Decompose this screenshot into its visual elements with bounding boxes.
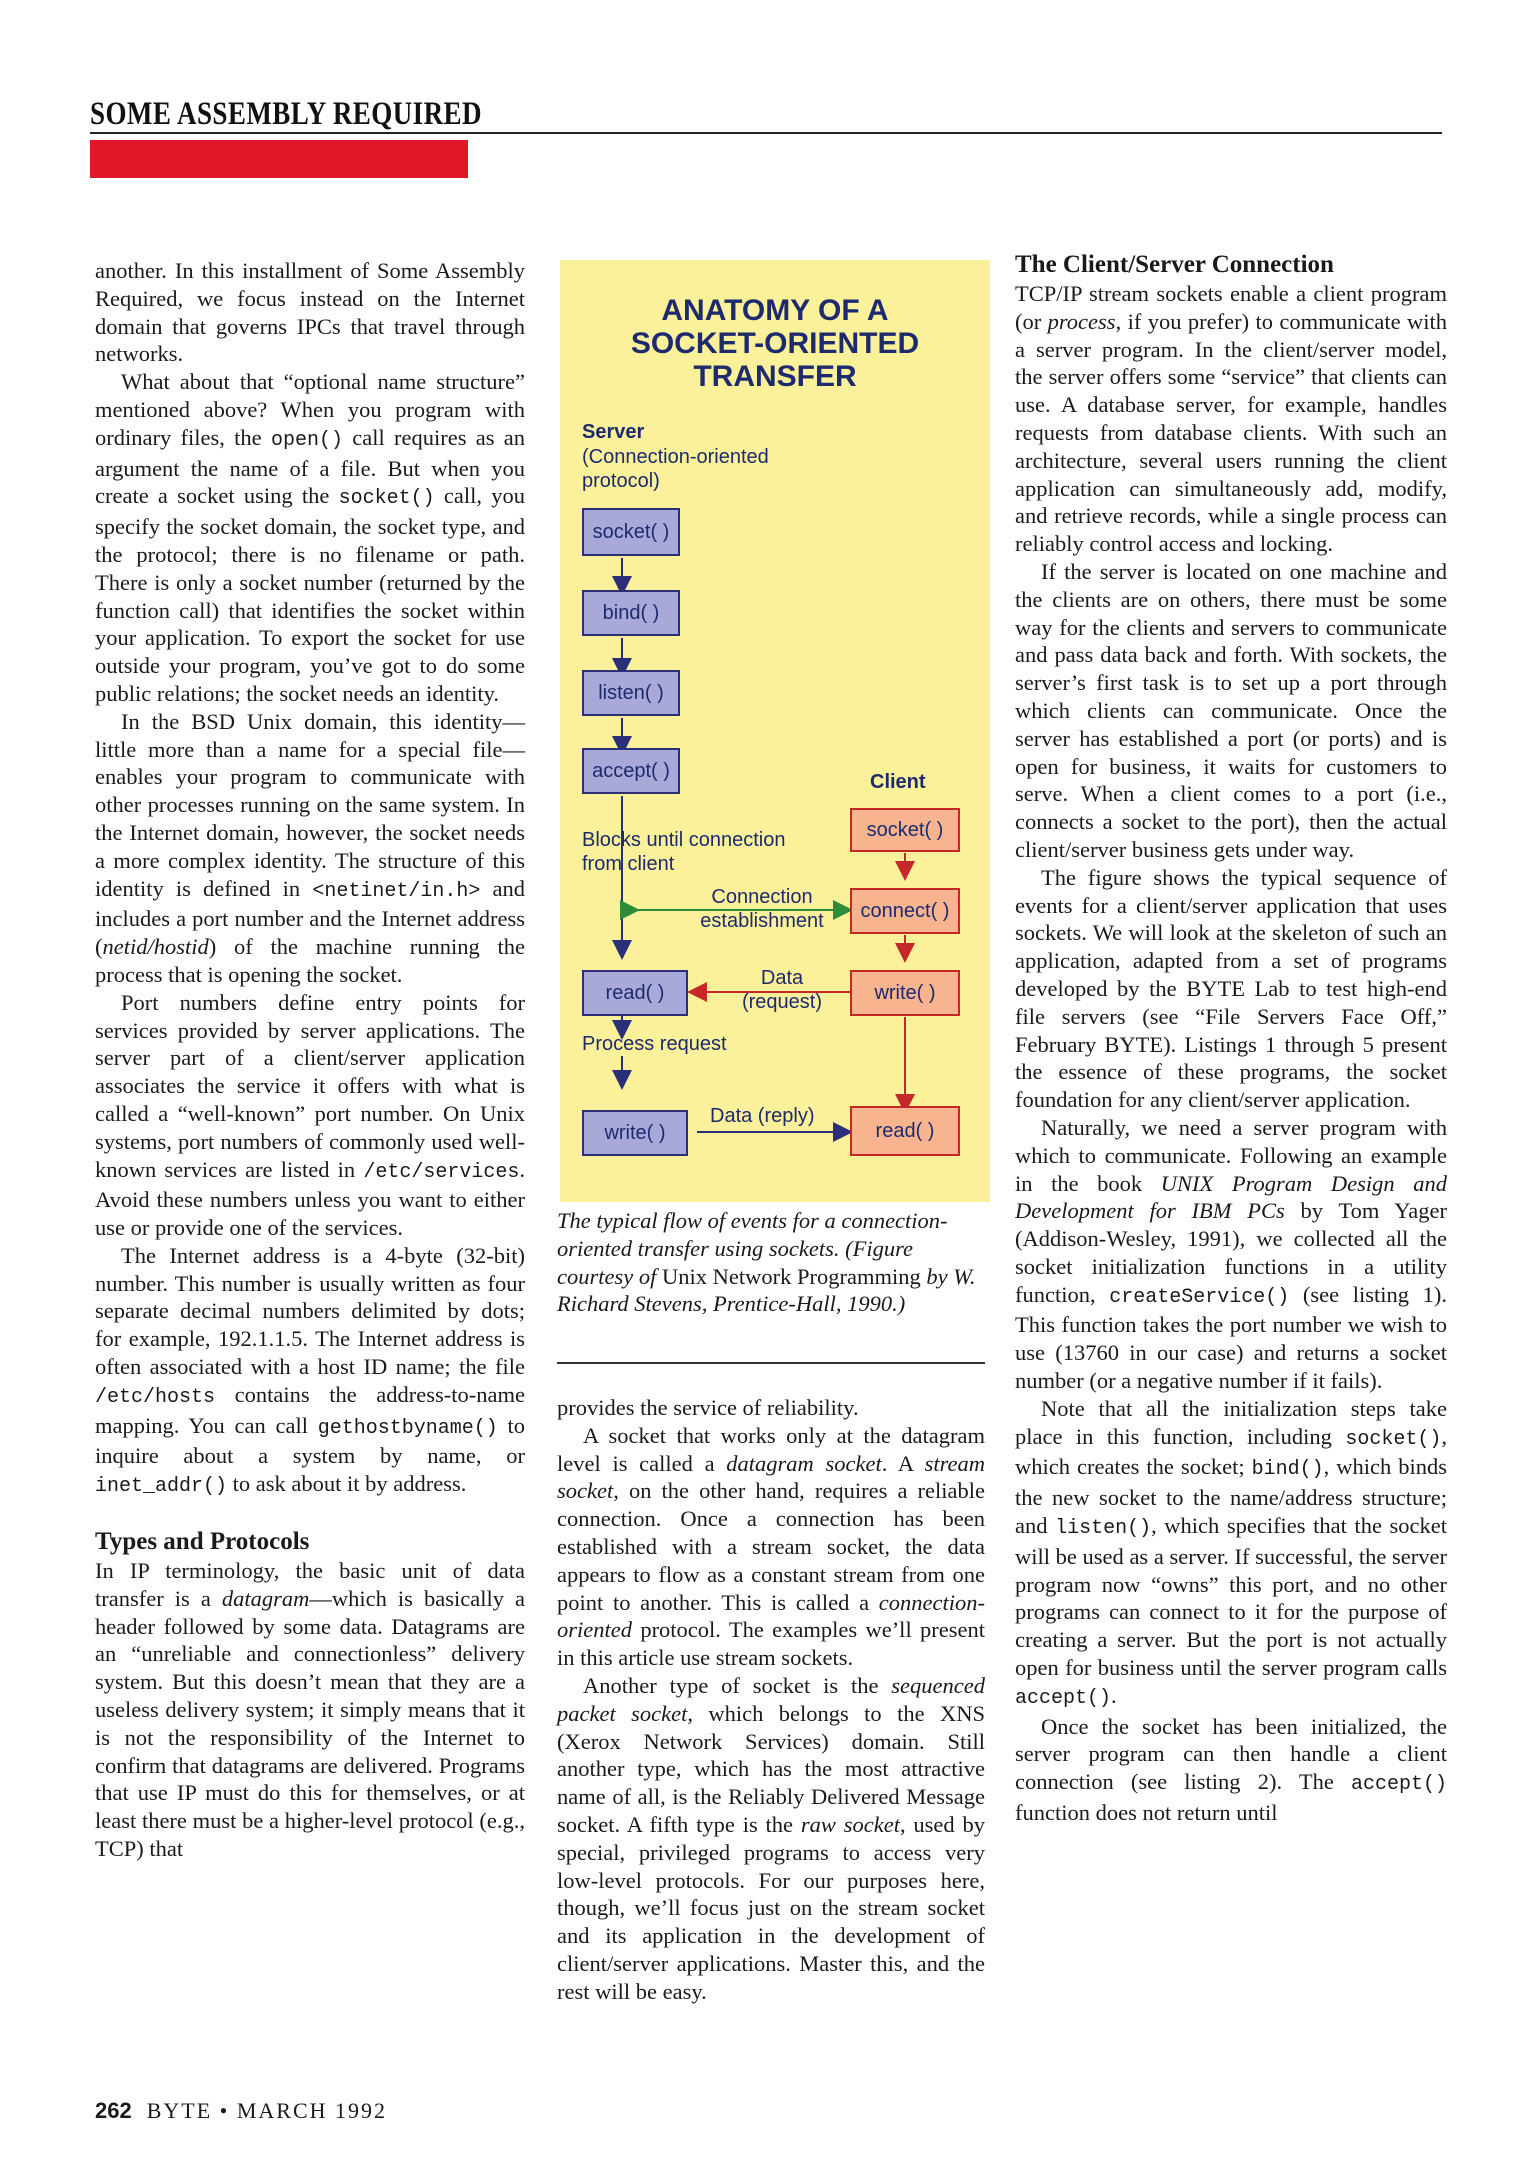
paragraph: Once the socket has been initialized, the server program can then handle a client connection (see listing 2). The accept() function does not return until [1015,1713,1447,1826]
paragraph: The figure shows the typical sequence of events for a client/server application that uses sockets. We will look at the skeleton of such an application, adapted from a set of programs developed by the BYTE Lab to test high-end file servers (see “File Servers Face Off,” February BYTE). Listings 1 through 5 present the essence of these programs, the socket foundation for any client/server application. [1015,864,1447,1113]
figure-socket-anatomy [560,260,990,1202]
magazine-issue: BYTE • MARCH 1992 [146,2098,388,2123]
header-rule [90,132,1442,134]
server-step-socket: socket( ) [582,508,680,556]
paragraph: A socket that works only at the datagram level is called a datagram socket. A stream socket, on the other hand, requires a reliable connection. Once a connection has been established with a stream socket, the data appears to flow as a constant stream from one point to another. This is called a connection-oriented protocol. The examples we’ll present in this article use stream sockets. [557,1422,985,1671]
paragraph: Another type of socket is the sequenced packet socket, which belongs to the XNS (Xerox Network Services) domain. Still another type, which has the most attractive name of all, is the Reliably Delivered Message socket. A fifth type is the raw socket, used by special, privileged programs to access very low-level protocols. For our purposes here, though, we’ll focus just on the stream socket and its application in the development of client/server applications. Master this, and the rest will be easy. [557,1672,985,2004]
client-step-socket: socket( ) [850,808,960,852]
paragraph: Naturally, we need a server program with which to communicate. Following an example in the book UNIX Program Design and Development for IBM PCs by Tom Yager (Addison-Wesley, 1991), we collected all the socket initialization functions in a utility function, createService() (see listing 1). This function takes the port number we wish to use (13760 in our case) and returns a socket number (or a negative number if it fails). [1015,1114,1447,1394]
section-header: SOME ASSEMBLY REQUIRED [90,96,482,132]
header-accent-bar [90,140,468,178]
paragraph: Port numbers define entry points for services provided by server applications. The server part of a client/server application associates the service it offers with what is called a “well-known” port number. On Unix systems, port numbers of commonly used well-known services are listed in /etc/services. Avoid these numbers unless you want to either use or provide one of the services. [95,989,525,1241]
server-step-listen: listen( ) [582,670,680,716]
subheading-client-server-connection: The Client/Server Connection [1015,251,1334,278]
client-heading: Client [870,771,926,793]
client-step-connect: connect( ) [850,888,960,934]
figure-title: ANATOMY OF A SOCKET-ORIENTED TRANSFER [630,294,920,393]
column-3 [1015,250,1447,1827]
paragraph: another. In this installment of Some Assembly Required, we focus instead on the Internet domain that governs IPCs that travel through networks. [95,258,525,367]
paragraph: In IP terminology, the basic unit of data transfer is a datagram—which is basically a header followed by some data. Datagrams are an “unreliable and connectionless” delivery system. But this doesn’t mean that they are a useless delivery system; it simply means that it is not the responsibility of the Internet to confirm that datagrams are delivered. Programs that use IP must do this for themselves, or at least there must be a higher-level protocol (e.g., TCP) that [95,1558,526,1862]
page-number: 262 [95,2098,132,2123]
page-footer [95,2098,387,2124]
column-2 [557,1394,985,2006]
figure-caption: The typical flow of events for a connection-oriented transfer using sockets. (Figure courtesy of Unix Network Programming by W. Richard Stevens, Prentice-Hall, 1990.) [557,1208,976,1317]
data-request-label: Data (request) [741,967,823,1013]
server-subtitle: (Connection-oriented protocol) [582,446,769,492]
server-heading: Server [582,421,645,443]
server-step-read: read( ) [582,970,688,1016]
paragraph: Note that all the initialization steps take place in this function, including socket(), which creates the socket; bind(), which binds the new socket to the name/address structure; and listen(), which specifies that the socket will be used as a server. If successful, the server program now “owns” this port, and no other programs can connect to it for the purpose of creating a server. But the port is not actually open for business until the server program calls accept(). [1015,1395,1447,1710]
subheading-types-and-protocols: Types and Protocols [95,1528,310,1556]
caption-rule [557,1362,985,1364]
flow-arrows [560,260,990,1202]
paragraph: provides the service of reliability. [557,1395,859,1420]
paragraph: In the BSD Unix domain, this identity—little more than a name for a special file—enables your program to communicate with other processes running on the same system. In the Internet domain, however, the socket needs a more complex identity. The structure of this identity is defined in <netinet/in.h> and includes a port number and the Internet address (netid/hostid) of the machine running the process that is opening the socket. [95,708,525,987]
paragraph: If the server is located on one machine and the clients are on others, there must be some way for the clients and servers to communicate and pass data back and forth. With sockets, the server’s first task is to set up a port through which clients can communicate. Once the server has established a port (or ports) and is open for business, it waits for customers to serve. When a client comes to a port (i.e., connects a socket to the port), then the actual client/server business gets under way. [1015,558,1447,862]
server-step-write: write( ) [582,1110,688,1156]
paragraph: What about that “optional name structure” mentioned above? When you program with ordinary files, the open() call requires as an argument the name of a file. But when you create a socket using the socket() call, you specify the socket domain, the socket type, and the protocol; there is no filename or path. There is only a socket number (returned by the function call) that identifies the socket within your application. To export the socket for use outside your program, you’ve got to do some public relations; the socket needs an identity. [95,369,526,706]
process-request-label: Process request [582,1033,727,1055]
column-1 [95,257,525,1863]
paragraph: TCP/IP stream sockets enable a client program (or process, if you prefer) to communicate with a server program. In the client/server model, the server offers some “service” that clients can use. A database server, for example, handles requests from database clients. With such an architecture, several users running the client application can simultaneously add, modify, and retrieve records, while a single process can reliably control access and locking. [1015,281,1447,557]
paragraph: The Internet address is a 4-byte (32-bit) number. This number is usually written as four separate decimal numbers delimited by dots; for example, 192.1.1.5. The Internet address is often associated with a host ID name; the file /etc/hosts contains the address-to-name mapping. You can call gethostbyname() to inquire about a system by name, or inet_addr() to ask about it by address. [95,1242,525,1499]
connection-label: Connection establishment [700,886,824,932]
client-step-write: write( ) [850,970,960,1016]
client-step-read: read( ) [850,1106,960,1156]
server-step-accept: accept( ) [582,748,680,794]
data-reply-label: Data (reply) [710,1105,815,1127]
blocks-label: Blocks until connection from client [582,829,786,875]
server-step-bind: bind( ) [582,590,680,636]
